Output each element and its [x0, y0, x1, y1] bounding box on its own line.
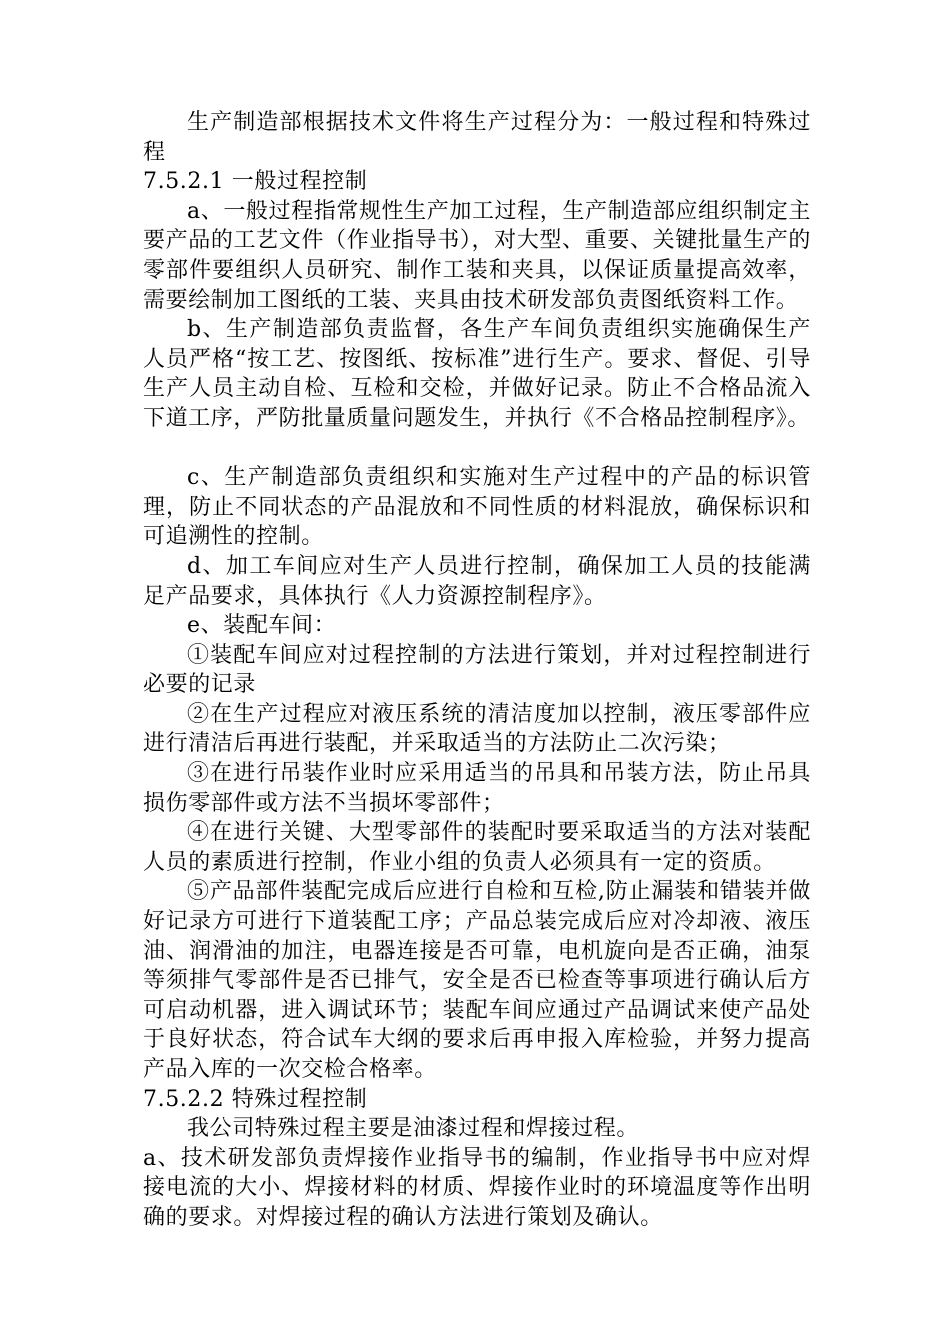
- paragraph-b: b、生产制造部负责监督，各生产车间负责组织实施确保生产人员严格“按工艺、按图纸、按标准”进行生产。要求、督促、引导生产人员主动自检、互检和交检，并做好记录。防止不合格品流入下道工序，严防批量质量问题发生，并执行《不合格品控制程序》。: [143, 317, 811, 431]
- assembly-item-3: ③在进行吊装作业时应采用适当的吊具和吊装方法，防止吊具损伤零部件或方法不当损坏零部件；: [143, 761, 811, 816]
- document-page: [143, 108, 811, 1233]
- assembly-item-5: ⑤产品部件装配完成后应进行自检和互检,防止漏装和错装并做好记录方可进行下道装配工序；产品总装完成后应对冷却液、液压油、润滑油的加注，电器连接是否可靠，电机旋向是否正确，油泵等须排气零部件是否已排气，安全是否已检查等事项进行确认后方可启动机器，进入调试环节；装配车间应通过产品调试来使产品处于良好状态，符合试车大纲的要求后再申报入库检验，并努力提高产品入库的一次交检合格率。: [143, 879, 811, 1082]
- assembly-item-1: ①装配车间应对过程控制的方法进行策划，并对过程控制进行必要的记录: [143, 642, 811, 698]
- paragraph-spacer: [143, 434, 811, 464]
- assembly-item-4: ④在进行关键、大型零部件的装配时要采取适当的方法对装配人员的素质进行控制，作业小组的负责人必须具有一定的资质。: [143, 820, 811, 875]
- paragraph-c: c、生产制造部负责组织和实施对生产过程中的产品的标识管理，防止不同状态的产品混放和不同性质的材料混放，确保标识和可追溯性的控制。: [143, 465, 811, 550]
- assembly-item-2: ②在生产过程应对液压系统的清洁度加以控制，液压零部件应进行清洁后再进行装配，并采取适当的方法防止二次污染；: [143, 701, 811, 757]
- section-heading-special-process: 7.5.2.2 特殊过程控制: [143, 1086, 368, 1112]
- special-paragraph-a: a、技术研发部负责焊接作业指导书的编制，作业指导书中应对焊接电流的大小、焊接材料的材质、焊接作业时的环境温度等作出明确的要求。对焊接过程的确认方法进行策划及确认。: [143, 1145, 811, 1230]
- paragraph-e: e、装配车间：: [187, 613, 337, 639]
- section-heading-general-process: 7.5.2.1 一般过程控制: [143, 169, 368, 195]
- special-process-intro: 我公司特殊过程主要是油漆过程和焊接过程。: [187, 1116, 640, 1142]
- paragraph-d: d、加工车间应对生产人员进行控制，确保加工人员的技能满足产品要求，具体执行《人力资源控制程序》。: [143, 553, 811, 609]
- paragraph-a: a、一般过程指常规性生产加工过程，生产制造部应组织制定主要产品的工艺文件（作业指导书），对大型、重要、关键批量生产的零部件要组织人员研究、制作工装和夹具，以保证质量提高效率，需要绘制加工图纸的工装、夹具由技术研发部负责图纸资料工作。: [143, 198, 811, 313]
- intro-paragraph: 生产制造部根据技术文件将生产过程分为：一般过程和特殊过程: [143, 110, 811, 165]
